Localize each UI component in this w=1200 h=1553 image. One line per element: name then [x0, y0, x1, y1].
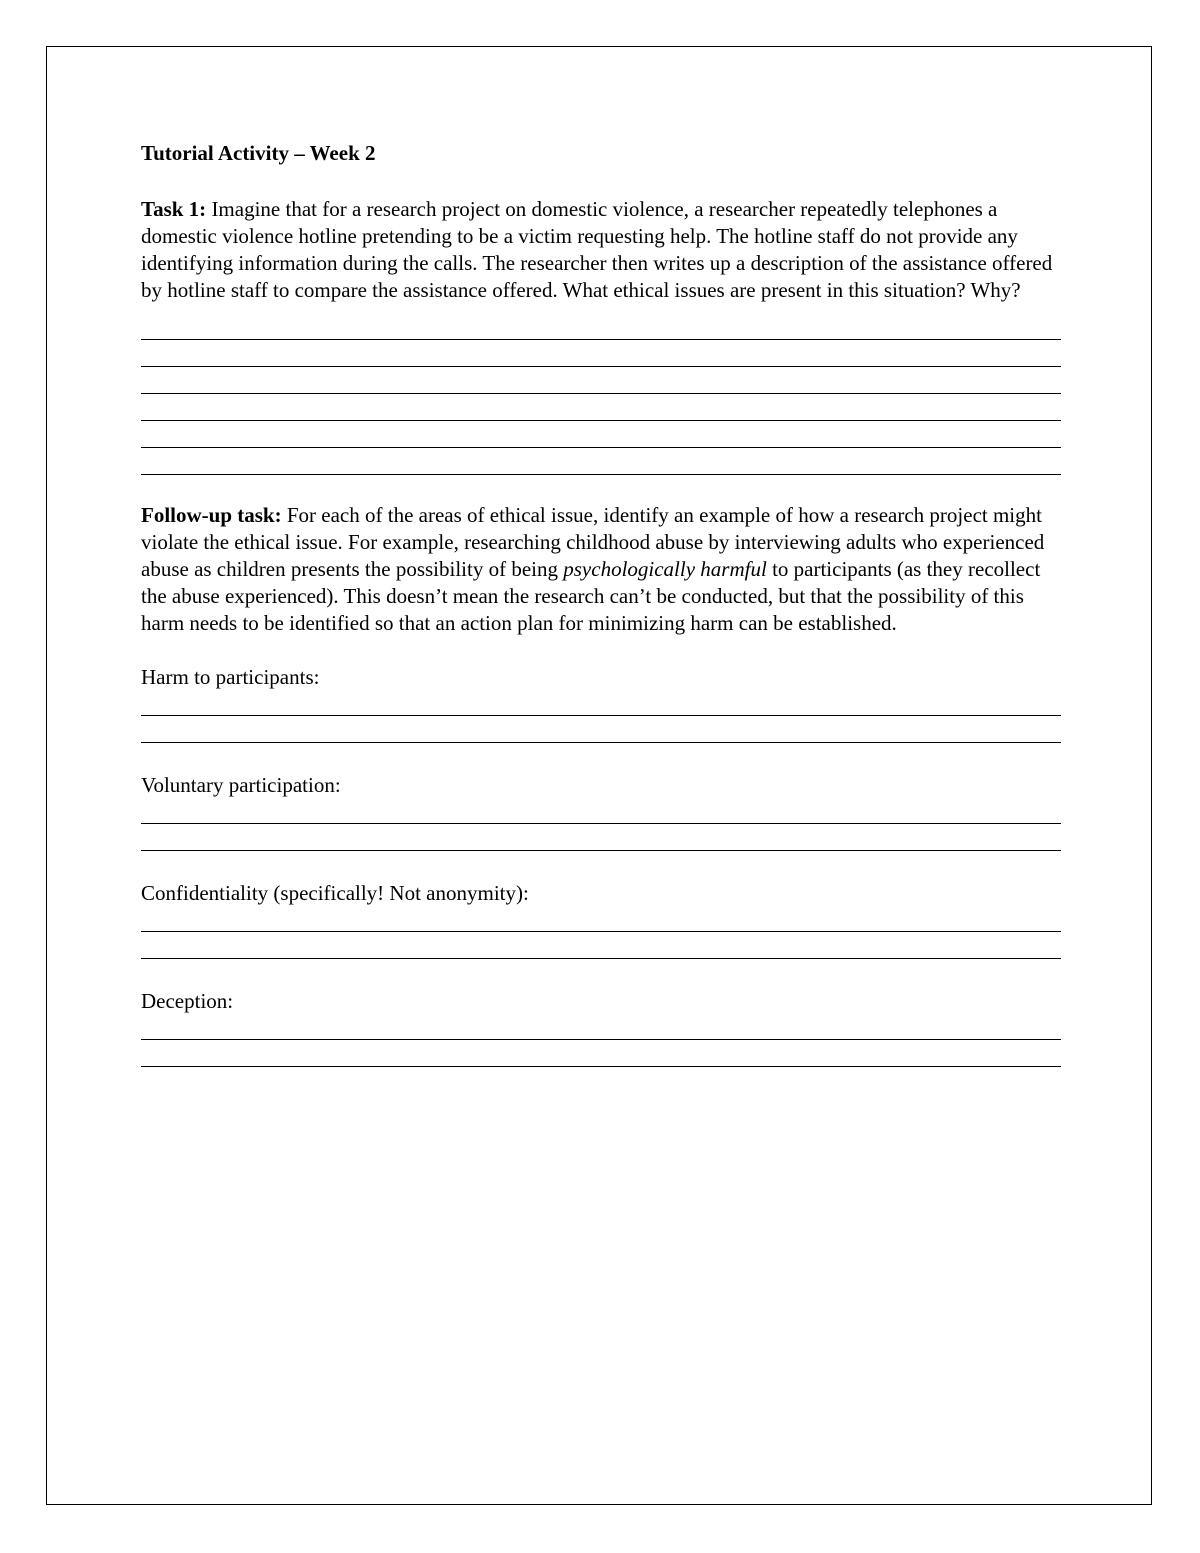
- answer-line[interactable]: [141, 824, 1061, 851]
- answer-line[interactable]: [141, 907, 1061, 932]
- task1-answer-lines: [141, 313, 1061, 475]
- followup-text-after: to participants (as they recollect the abuse experienced). This doesn’t mean the research can’t be conducted, but that the possibility of this harm needs to be identified so that an action plan for minimizing harm can be established.: [141, 557, 1041, 635]
- answer-line[interactable]: [141, 448, 1061, 475]
- answer-line[interactable]: [141, 367, 1061, 394]
- followup-text-before: For each of the areas of ethical issue, identify an example of how a research project might violate the ethical issue. For example, researching childhood abuse by interviewing adults who experienced abuse as children presents the possibility of being: [141, 503, 1045, 581]
- answer-line[interactable]: [141, 799, 1061, 824]
- section-label-deception: Deception:: [141, 989, 234, 1013]
- answer-line[interactable]: [141, 313, 1061, 340]
- task1-text: Imagine that for a research project on domestic violence, a researcher repeatedly telephones a domestic violence hotline pretending to be a victim requesting help. The hotline staff do not provide any identifying information during the calls. The researcher then writes up a description of the assistance offered by hotline staff to compare the assistance offered. What ethical issues are present in this situation? Why?: [141, 197, 1053, 302]
- answer-line[interactable]: [141, 394, 1061, 421]
- section-harm-lines: [141, 691, 1061, 743]
- followup-emphasis: psychologically harmful: [563, 557, 767, 581]
- answer-line[interactable]: [141, 1040, 1061, 1067]
- answer-line[interactable]: [141, 340, 1061, 367]
- section-label-confidentiality: Confidentiality (specifically! Not anonymity):: [141, 881, 529, 905]
- section-confidentiality: [141, 880, 1061, 959]
- followup-paragraph: [141, 502, 1061, 637]
- task1-paragraph: [141, 196, 1061, 304]
- answer-line[interactable]: [141, 421, 1061, 448]
- answer-line[interactable]: [141, 1015, 1061, 1040]
- section-harm: [141, 664, 1061, 743]
- section-deception-lines: [141, 1015, 1061, 1067]
- answer-line[interactable]: [141, 716, 1061, 743]
- section-label-harm: Harm to participants:: [141, 665, 320, 689]
- section-voluntary-lines: [141, 799, 1061, 851]
- section-deception: [141, 988, 1061, 1067]
- task1-label: Task 1:: [141, 197, 207, 221]
- followup-label: Follow-up task:: [141, 503, 282, 527]
- section-label-voluntary: Voluntary participation:: [141, 773, 341, 797]
- answer-line[interactable]: [141, 691, 1061, 716]
- answer-line[interactable]: [141, 932, 1061, 959]
- page-title: Tutorial Activity – Week 2: [141, 141, 376, 165]
- section-confidentiality-lines: [141, 907, 1061, 959]
- section-voluntary: [141, 772, 1061, 851]
- worksheet-content: [141, 140, 1061, 1067]
